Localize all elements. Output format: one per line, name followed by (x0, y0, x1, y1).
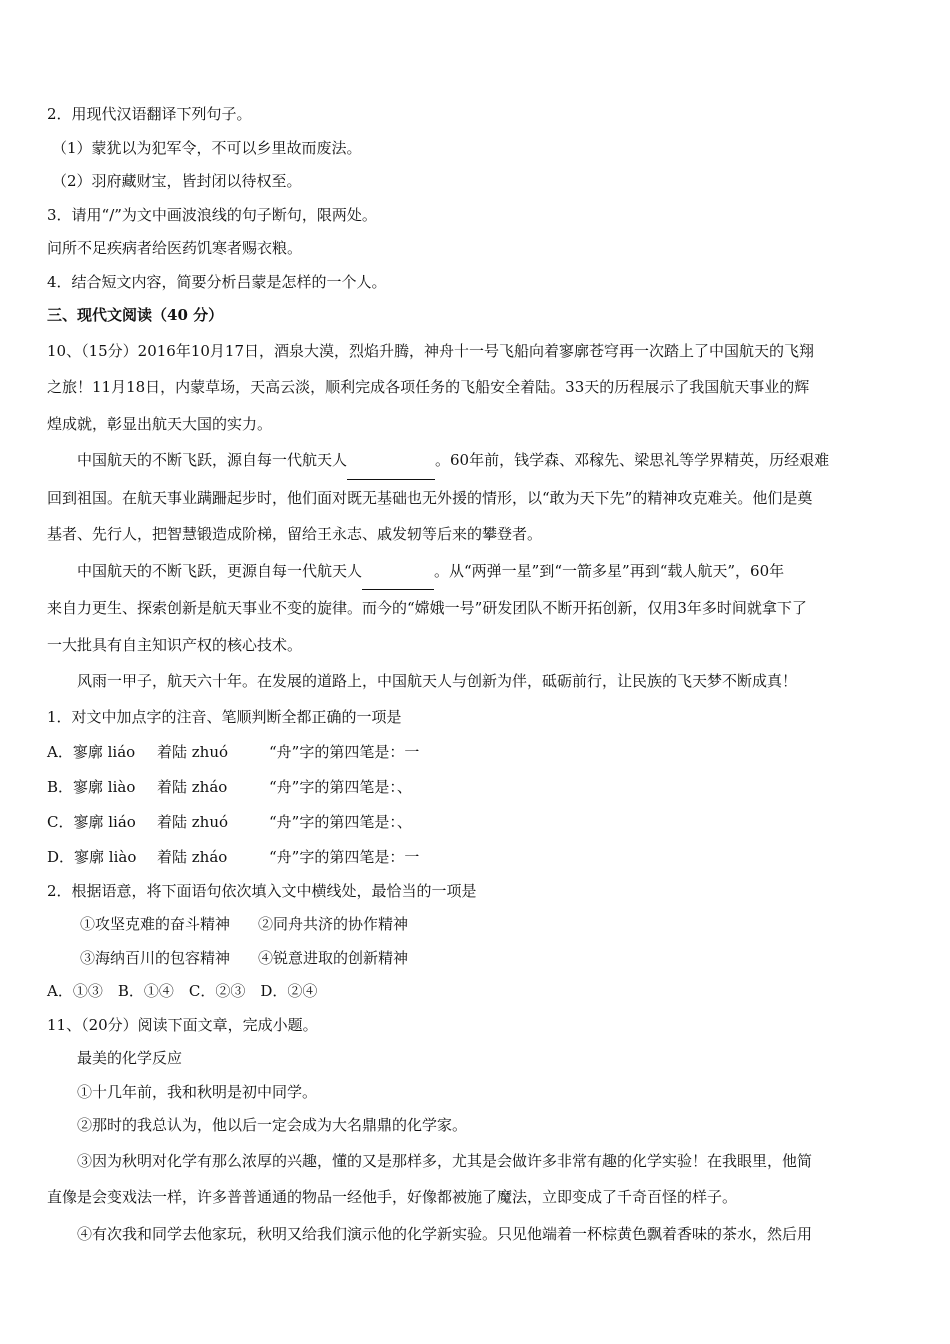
option-a-pinyin-2: 着陆 zhuó (157, 742, 229, 761)
article-paragraph-3-line-1: ③因为秋明对化学有那么浓厚的兴趣，懂的又是那样多，尤其是会做许多非常有趣的化学实验！在我眼里，他简 (77, 1151, 813, 1170)
article-paragraph-2: ②那时的我总认为，他以后一定会成为大名鼎鼎的化学家。 (77, 1116, 468, 1134)
q11-intro: 11、（20分）阅读下面文章，完成小题。 (47, 1015, 318, 1034)
fill-item-2: ②同舟共济的协作精神 (258, 915, 409, 933)
q10-option-c (47, 805, 907, 840)
q10-paragraph-3 (47, 553, 907, 664)
fill-item-3: ③海纳百川的包容精神 (80, 948, 231, 967)
article-paragraph-1: ①十几年前，我和秋明是初中同学。 (77, 1082, 318, 1101)
option-b-pinyin-2: 着陆 zháo (157, 777, 228, 796)
q10-paragraph-2-line-1 (47, 442, 907, 480)
article-paragraph-4 (47, 1216, 907, 1253)
article-paragraph-4-line-1: ④有次我和同学去他家玩，秋明又给我们演示他的化学新实验。只见他端着一杯棕黄色飘着香味的茶水，然后用 (77, 1224, 813, 1243)
q10-subquestion-2: 2．根据语意，将下面语句依次填入文中横线处，最恰当的一项是 (47, 881, 477, 900)
option-b-pinyin-1: B．寥廓 liào (47, 777, 136, 796)
q10-subquestion-2-options: A．①③ B．①④ C．②③ D．②④ (47, 982, 318, 1000)
q10-paragraph-2 (47, 442, 907, 553)
q9-subquestion-2-item-1: （1）蒙犹以为犯军令，不可以乡里故而废法。 (52, 138, 362, 157)
q10-paragraph-3-text-a: 中国航天的不断飞跃，更源自每一代航天人 (77, 561, 363, 580)
option-c-pinyin-1: C．寥廓 liáo (47, 812, 136, 831)
q9-subquestion-3-sentence: 问所不足疾病者给医药饥寒者赐衣粮。 (47, 239, 303, 257)
option-a-stroke: “舟”字的第四笔是：一 (269, 742, 420, 761)
q10-option-a (47, 735, 907, 770)
q10-subquestion-1: 1．对文中加点字的注音、笔顺判断全都正确的一项是 (47, 707, 402, 726)
article-title: 最美的化学反应 (77, 1049, 183, 1067)
document-page (47, 98, 907, 1252)
q10-paragraph-4-line-1: 风雨一甲子，航天六十年。在发展的道路上，中国航天人与创新为伴，砥砺前行，让民族的飞天梦不断成真！ (77, 672, 798, 690)
q10-intro (47, 333, 907, 443)
option-a-pinyin-1: A．寥廓 liáo (47, 742, 136, 761)
q10-intro-line-3: 煌成就，彰显出航天大国的实力。 (47, 414, 273, 433)
q9-subquestion-2-item-2: （2）羽府藏财宝，皆封闭以待权至。 (52, 172, 302, 190)
article-paragraph-3 (47, 1143, 907, 1216)
fill-item-1: ①攻坚克难的奋斗精神 (80, 915, 231, 933)
option-b-stroke: “舟”字的第四笔是：、 (269, 777, 412, 796)
q10-paragraph-2-line-3: 基者、先行人，把智慧锻造成阶梯，留给王永志、戚发轫等后来的攀登者。 (47, 525, 543, 543)
q10-option-b (47, 770, 907, 805)
option-d-stroke: “舟”字的第四笔是：一 (269, 847, 420, 866)
fill-blank-2 (362, 553, 434, 591)
q10-paragraph-2-text-b: 。60年前，钱学森、邓稼先、梁思礼等学界精英，历经艰难 (435, 451, 830, 469)
q10-fill-items-row-1 (47, 908, 907, 942)
q10-intro-line-1: 10、（15分）2016年10月17日，酒泉大漠，烈焰升腾，神舟十一号飞船向着寥廓苍穹再一次踏上了中国航天的飞翔 (47, 341, 815, 360)
q10-paragraph-3-text-b: 。从“两弹一星”到“一箭多星”再到“载人航天”，60年 (434, 561, 785, 580)
q10-paragraph-3-line-3: 一大批具有自主知识产权的核心技术。 (47, 635, 303, 654)
q10-paragraph-2-text-a: 中国航天的不断飞跃，源自每一代航天人 (77, 451, 348, 469)
article-paragraph-3-line-2: 直像是会变戏法一样，许多普普通通的物品一经他手，好像都被施了魔法，立即变成了千奇百怪的样子。 (47, 1188, 738, 1206)
fill-blank-1 (347, 442, 435, 480)
option-d-pinyin-2: 着陆 zháo (157, 847, 228, 866)
q10-intro-line-2: 之旅！11月18日，内蒙草场，天高云淡，顺利完成各项任务的飞船安全着陆。33天的历程展示了我国航天事业的辉 (47, 378, 810, 396)
q9-subquestion-4: 4．结合短文内容，简要分析吕蒙是怎样的一个人。 (47, 272, 387, 291)
q10-option-d (47, 840, 907, 875)
q9-subquestion-3: 3．请用“/”为文中画波浪线的句子断句，限两处。 (47, 205, 377, 224)
fill-item-4: ④锐意进取的创新精神 (258, 948, 409, 967)
option-c-stroke: “舟”字的第四笔是：、 (269, 812, 412, 831)
option-c-pinyin-2: 着陆 zhuó (157, 812, 229, 831)
section-heading: 三、现代文阅读（40 分） (47, 306, 224, 324)
q10-paragraph-3-line-2: 来自力更生、探索创新是航天事业不变的旋律。而今的“嫦娥一号”研发团队不断开拓创新，仅用3年多时间就拿下了 (47, 599, 807, 617)
q10-paragraph-2-line-2: 回到祖国。在航天事业蹒跚起步时，他们面对既无基础也无外援的情形，以“敢为天下先”的精神攻克难关。他们是奠 (47, 488, 813, 507)
q10-fill-items-row-2 (47, 942, 907, 976)
option-d-pinyin-1: D．寥廓 liào (47, 847, 137, 866)
q9-subquestion-2: 2．用现代汉语翻译下列句子。 (47, 105, 252, 123)
q10-paragraph-3-line-1 (47, 553, 907, 591)
q10-paragraph-4 (47, 663, 907, 700)
